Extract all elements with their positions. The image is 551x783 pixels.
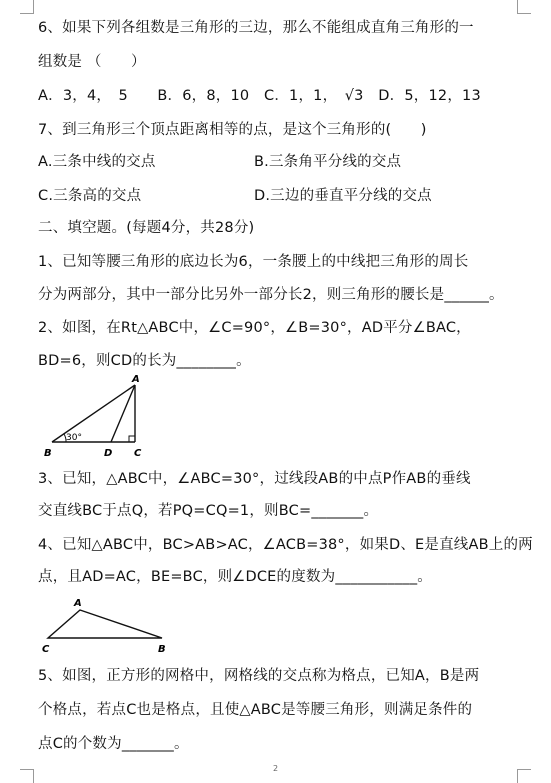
figure-label-a: A — [74, 598, 82, 609]
f3-line2: 交直线BC于点Q，若PQ=CQ=1，则BC=_______。 — [38, 503, 379, 519]
f4-line2: 点，且AD=AC，BE=BC，则∠DCE的度数为___________。 — [38, 569, 432, 585]
f1-line2: 分为两部分，其中一部分比另外一部分长2，则三角形的腰长是______。 — [38, 287, 504, 303]
triangle-abc-figure — [38, 376, 158, 460]
f4-line1: 4、已知△ABC中，BC>AB>AC，∠ACB=38°，如果D、E是直线AB上的两 — [38, 537, 533, 553]
page-number: 2 — [272, 764, 279, 773]
figure-angle-label: 30° — [66, 433, 82, 443]
f2-line1: 2、如图，在Rt△ABC中，∠C=90°，∠B=30°，AD平分∠BAC， — [38, 320, 471, 336]
figure-label-a: A — [132, 374, 140, 385]
f5-line2: 个格点，若点C也是格点，且使△ABC是等腰三角形，则满足条件的 — [38, 702, 473, 718]
figure-label-b: B — [158, 644, 166, 655]
triangle-abc-obtuse-figure — [38, 594, 178, 654]
q6-stem-line2: 组数是 （ ） — [38, 54, 146, 70]
figure-label-b: B — [44, 448, 52, 459]
figure-label-d: D — [104, 448, 113, 459]
q6-options: A．3，4， 5 B．6，8，10 C．1，1， √3 D．5，12，13 — [38, 88, 481, 104]
f1-line1: 1、已知等腰三角形的底边长为6，一条腰上的中线把三角形的周长 — [38, 254, 469, 270]
f3-line1: 3、已知，△ABC中，∠ABC=30°，过线段AB的中点P作AB的垂线 — [38, 471, 471, 487]
f2-line2: BD=6，则CD的长为________。 — [38, 353, 251, 369]
figure-label-c: C — [134, 448, 142, 459]
q7-option-a: A.三条中线的交点 — [38, 154, 156, 170]
q6-stem-line1: 6、如果下列各组数是三角形的三边，那么不能组成直角三角形的一 — [38, 20, 474, 36]
q7-option-d: D.三边的垂直平分线的交点 — [254, 188, 432, 204]
q7-option-c: C.三条高的交点 — [38, 188, 142, 204]
f5-line1: 5、如图，正方形的网格中，网格线的交点称为格点，已知A，B是两 — [38, 668, 480, 684]
crop-mark-top-right — [517, 0, 531, 14]
section-title-fill-in: 二、填空题。(每题4分，共28分) — [38, 220, 255, 236]
q7-option-b: B.三条角平分线的交点 — [254, 154, 402, 170]
figure-label-c: C — [42, 644, 50, 655]
f5-line3: 点C的个数为_______。 — [38, 736, 189, 752]
q7-stem: 7、到三角形三个顶点距离相等的点，是这个三角形的( ) — [38, 122, 427, 138]
crop-mark-top-left — [20, 0, 34, 14]
